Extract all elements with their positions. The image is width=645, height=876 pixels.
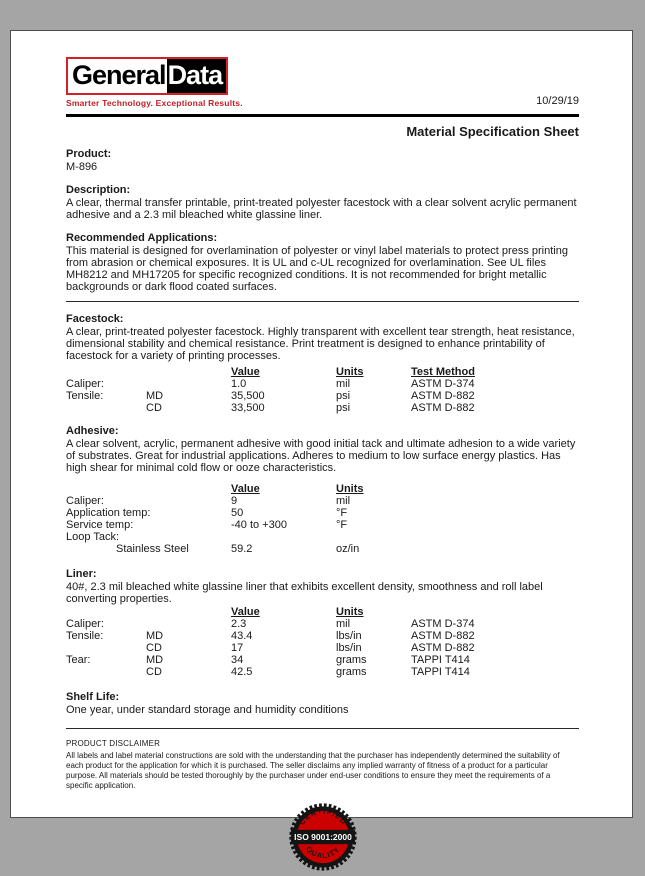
column-header-value: Value <box>231 483 260 495</box>
adhesive-table <box>66 483 579 555</box>
adhesive-heading: Adhesive: <box>66 425 119 437</box>
description-body: A clear, thermal transfer printable, print-treated polyester facestock with a clear solvent acrylic permanent adhesive and a 2.3 mil bleached white glassine liner. <box>66 197 577 221</box>
table-row: Caliper: 2.3 mil ASTM D-374 <box>66 618 475 630</box>
liner-heading: Liner: <box>66 568 97 580</box>
shelf-life-heading: Shelf Life: <box>66 691 120 703</box>
table-header-row <box>66 366 579 378</box>
column-header-units: Units <box>336 366 364 378</box>
footer-divider <box>66 728 579 729</box>
table-row: Tensile: MD 35,500 psi ASTM D-882 <box>66 390 475 402</box>
column-header-units: Units <box>336 606 364 618</box>
liner-body: 40#, 2.3 mil bleached white glassine liner that exhibits excellent density, smoothness and roll label converting properties. <box>66 581 543 605</box>
document-date: 10/29/19 <box>536 95 579 107</box>
header-divider <box>66 114 579 117</box>
table-row: Stainless Steel 59.2 oz/in <box>116 543 360 555</box>
disclaimer-heading: PRODUCT DISCLAIMER <box>66 739 161 748</box>
column-header-value: Value <box>231 366 260 378</box>
logo-tagline: Smarter Technology. Exceptional Results. <box>66 98 243 108</box>
badge-top-text: CERTIFIED <box>296 806 349 827</box>
table-row: Caliper: 9 mil <box>66 495 351 507</box>
section-applications <box>66 232 579 293</box>
document-page <box>10 30 633 861</box>
table-row: Service temp: -40 to +300 °F <box>66 519 348 531</box>
page-title: Material Specification Sheet <box>406 124 579 139</box>
iso-certification-badge-icon <box>289 803 357 871</box>
applications-body: This material is designed for overlamination of polyester or vinyl label materials to protect press printing from abrasion or chemical exposures. It is UL and c-UL recognized for overlamination. See UL files MH8212 and MH17205 for specific recognized conditions. It is not recommended for bright metallic backgrounds or dark flood coated surfaces. <box>66 245 568 293</box>
column-header-test-method: Test Method <box>411 366 475 378</box>
facestock-body: A clear, print-treated polyester facestock. Highly transparent with excellent tear strength, heat resistance, dimensional stability and chemical resistance. Print treatment is designed to enhance printability of facestock for a variety of printing processes. <box>66 326 575 362</box>
table-row: CD 42.5 grams TAPPI T414 <box>146 666 470 678</box>
table-header-row <box>66 483 579 495</box>
section-liner <box>66 568 579 678</box>
logo-text-general: General <box>68 59 167 93</box>
logo-text-data: Data <box>167 59 227 93</box>
badge-bottom-text: QUALITY <box>303 844 342 861</box>
section-divider <box>66 301 579 302</box>
facestock-table <box>66 366 579 414</box>
table-row: Caliper: 1.0 mil ASTM D-374 <box>66 378 475 390</box>
table-row: CD 17 lbs/in ASTM D-882 <box>146 642 475 654</box>
product-heading: Product: <box>66 148 112 160</box>
facestock-heading: Facestock: <box>66 313 124 325</box>
badge-container <box>66 803 579 876</box>
section-adhesive <box>66 425 579 555</box>
liner-table <box>66 606 579 678</box>
badge-middle-text: ISO 9001:2000 <box>293 832 352 843</box>
table-row: Loop Tack: <box>66 531 120 543</box>
logo-wordmark <box>66 57 228 95</box>
description-heading: Description: <box>66 184 131 196</box>
product-value: M-896 <box>66 161 98 173</box>
product-disclaimer <box>66 739 579 791</box>
table-header-row <box>66 606 579 618</box>
table-row: CD 33,500 psi ASTM D-882 <box>146 402 475 414</box>
company-logo <box>66 57 243 108</box>
section-product <box>66 148 579 173</box>
table-row: Application temp: 50 °F <box>66 507 348 519</box>
applications-heading: Recommended Applications: <box>66 232 218 244</box>
section-facestock <box>66 313 579 414</box>
table-row: Tear: MD 34 grams TAPPI T414 <box>66 654 470 666</box>
adhesive-body: A clear solvent, acrylic, permanent adhesive with good initial tack and ultimate adhesion to a wide variety of substrates. Great for industrial applications. Adheres to medium to low surface energy plastics. Has high shear for minimal cold flow or ooze characteristics. <box>66 438 576 474</box>
disclaimer-body: All labels and label material constructions are sold with the understanding that the purchaser has independently determined the suitability of each product for the application for which it is purchased. The seller disclaims any implied warranty of fitness of a product for a particular purpose. All materials should be tested thoroughly by the purchaser under end-user conditions to ensure they meet the requirements of a specific application. <box>66 751 560 790</box>
column-header-value: Value <box>231 606 260 618</box>
shelf-life-body: One year, under standard storage and humidity conditions <box>66 704 349 716</box>
table-row: Tensile: MD 43.4 lbs/in ASTM D-882 <box>66 630 475 642</box>
section-shelf-life <box>66 691 579 716</box>
section-description <box>66 184 579 221</box>
column-header-units: Units <box>336 483 364 495</box>
header <box>66 57 579 108</box>
